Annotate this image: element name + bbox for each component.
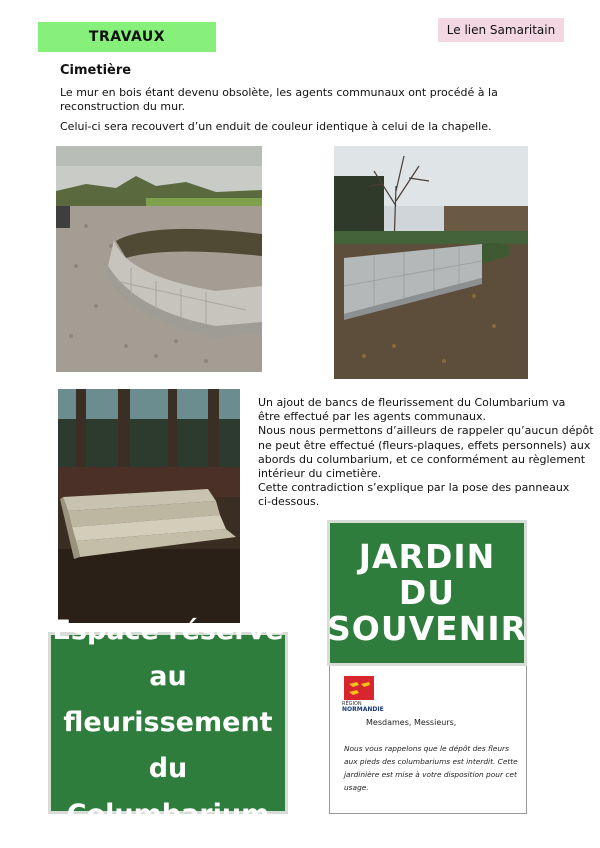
sign-line: au fleurissement bbox=[63, 661, 273, 738]
sign-line: SOUVENIR bbox=[327, 609, 528, 648]
jardin-du-souvenir-sign bbox=[327, 520, 527, 666]
sign-line: du Columbarium bbox=[66, 753, 270, 830]
paragraph-wall: Le mur en bois étant devenu obsolète, les agents communaux ont procédé à la reconstruction du mur. bbox=[60, 86, 498, 113]
body-line: Nous nous permettons d’ailleurs de rappeler qu’aucun dépôt bbox=[258, 424, 594, 438]
espace-reserve-sign bbox=[48, 615, 288, 830]
region-label bbox=[342, 701, 384, 713]
normandie-logo-icon bbox=[344, 676, 374, 700]
notice-greeting: Mesdames, Messieurs, bbox=[366, 718, 457, 727]
body-line: Cette contradiction s’explique par la pose des panneaux bbox=[258, 481, 570, 495]
wall-photo-right bbox=[334, 146, 528, 379]
sign-line: JARDIN bbox=[358, 537, 496, 576]
body-line: être effectué par les agents communaux. bbox=[258, 410, 487, 424]
region-small-label: RÉGION bbox=[342, 701, 362, 707]
sign-line: Espace réservé bbox=[52, 615, 284, 646]
body-line: ci-dessous. bbox=[258, 495, 320, 509]
paragraph-coating: Celui-ci sera recouvert d’un enduit de couleur identique à celui de la chapelle. bbox=[60, 120, 492, 133]
body-line: Un ajout de bancs de fleurissement du Columbarium va bbox=[258, 396, 566, 409]
article-title: Cimetière bbox=[60, 63, 132, 78]
body-line: abords du columbarium, et ce conformément au règlement bbox=[258, 452, 586, 466]
publication-name: Le lien Samaritain bbox=[438, 18, 564, 42]
notice-message: Nous vous rappelons que le dépôt des fleurs aux pieds des columbariums est interdit. Cette jardinière est mise à votre disposition pour cet usage. bbox=[344, 744, 518, 792]
body-line: intérieur du cimetière. bbox=[258, 467, 382, 481]
columbarium-notice bbox=[329, 666, 527, 814]
wall-photo-left bbox=[56, 146, 262, 372]
body-line: ne peut être effectué (fleurs-plaques, effets personnels) aux bbox=[258, 438, 591, 452]
sign-line: DU bbox=[398, 573, 456, 612]
bench-photo bbox=[58, 389, 240, 623]
section-header: TRAVAUX bbox=[38, 22, 216, 52]
region-name: NORMANDIE bbox=[342, 706, 384, 713]
columbarium-text bbox=[258, 396, 594, 510]
